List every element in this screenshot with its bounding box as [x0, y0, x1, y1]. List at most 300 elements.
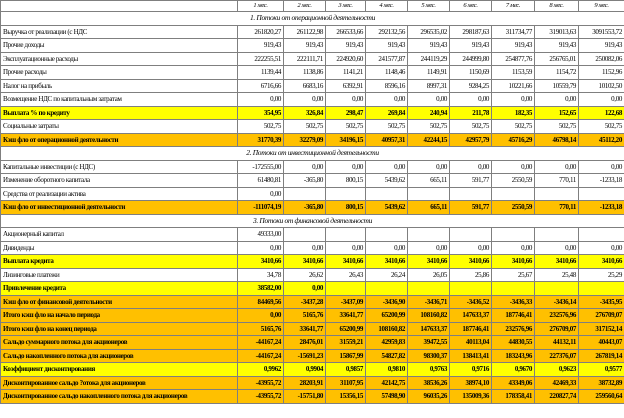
value-cell[interactable]: 232576,96 — [492, 322, 535, 336]
value-cell[interactable]: 240,94 — [408, 106, 450, 120]
value-cell[interactable]: 44830,55 — [492, 336, 535, 350]
value-cell[interactable]: 0,00 — [450, 241, 492, 255]
table-row — [1, 322, 624, 336]
row-label-cell[interactable]: Эксплуатационные расходы — [1, 52, 238, 66]
value-cell[interactable]: 5165,76 — [284, 309, 326, 323]
value-cell[interactable] — [366, 228, 408, 242]
value-cell[interactable] — [326, 228, 366, 242]
value-cell[interactable]: 770,11 — [535, 174, 579, 188]
value-cell[interactable] — [326, 282, 366, 296]
row-label-cell[interactable]: Выплата кредита — [1, 255, 238, 269]
value-cell[interactable]: 502,75 — [492, 120, 535, 134]
value-cell[interactable]: 0,9577 — [579, 363, 624, 377]
value-cell[interactable] — [579, 228, 624, 242]
table-row — [1, 390, 624, 404]
value-cell[interactable]: 31770,39 — [238, 133, 284, 147]
value-cell[interactable]: 0,9716 — [450, 363, 492, 377]
value-cell[interactable]: 61480,81 — [238, 174, 284, 188]
value-cell[interactable]: 502,75 — [284, 120, 326, 134]
value-cell[interactable]: 502,75 — [326, 120, 366, 134]
value-cell[interactable]: 222255,51 — [238, 52, 284, 66]
value-cell[interactable]: 800,15 — [326, 201, 366, 215]
section-title-cell[interactable]: 2. Потоки от инвестиционной деятельности — [1, 147, 624, 161]
value-cell[interactable]: 311734,77 — [492, 25, 535, 39]
value-cell[interactable]: 138413,41 — [450, 349, 492, 363]
value-cell[interactable] — [535, 282, 579, 296]
value-cell[interactable]: 502,75 — [366, 120, 408, 134]
row-label-cell[interactable]: Итого кэш фло на конец периода — [1, 322, 238, 336]
value-cell[interactable]: 54827,82 — [366, 349, 408, 363]
table-row — [1, 106, 624, 120]
value-cell[interactable]: 2550,59 — [492, 174, 535, 188]
month-header-cell[interactable]: 6 мес. — [450, 1, 492, 12]
month-header-cell[interactable]: 7 мес. — [492, 1, 535, 12]
row-label-cell[interactable]: Кэш фло от операционной деятельности — [1, 133, 238, 147]
value-cell[interactable]: 502,75 — [535, 120, 579, 134]
value-cell[interactable]: -3436,14 — [535, 295, 579, 309]
value-cell[interactable]: 34196,15 — [326, 133, 366, 147]
value-cell[interactable]: 269,84 — [366, 106, 408, 120]
value-cell[interactable]: 298,47 — [326, 106, 366, 120]
value-cell[interactable]: 0,9904 — [284, 363, 326, 377]
value-cell[interactable] — [450, 187, 492, 201]
value-cell[interactable]: 42957,79 — [450, 133, 492, 147]
value-cell[interactable]: 135009,36 — [450, 390, 492, 404]
value-cell[interactable]: 354,95 — [238, 106, 284, 120]
table-row — [1, 187, 624, 201]
table-row — [1, 309, 624, 323]
value-cell[interactable]: 3410,66 — [366, 255, 408, 269]
value-cell[interactable]: 5165,76 — [238, 322, 284, 336]
value-cell[interactable]: -3437,28 — [284, 295, 326, 309]
value-cell[interactable]: 261122,98 — [284, 25, 326, 39]
value-cell[interactable] — [492, 228, 535, 242]
value-cell[interactable]: 256765,01 — [535, 52, 579, 66]
value-cell[interactable] — [492, 282, 535, 296]
value-cell[interactable]: 0,00 — [366, 93, 408, 107]
value-cell[interactable]: 3410,66 — [238, 255, 284, 269]
value-cell[interactable]: 5439,62 — [366, 174, 408, 188]
value-cell[interactable]: 187746,41 — [492, 309, 535, 323]
table-row — [1, 66, 624, 80]
value-cell[interactable]: 919,43 — [366, 39, 408, 53]
value-cell[interactable]: 0,00 — [450, 93, 492, 107]
month-header-cell[interactable]: 5 мес. — [408, 1, 450, 12]
value-cell[interactable]: 241577,87 — [366, 52, 408, 66]
value-cell[interactable]: 0,00 — [366, 241, 408, 255]
value-cell[interactable]: 919,43 — [326, 39, 366, 53]
value-cell[interactable]: 43349,06 — [492, 376, 535, 390]
value-cell[interactable]: 31559,21 — [326, 336, 366, 350]
value-cell[interactable]: 65200,99 — [326, 322, 366, 336]
value-cell[interactable]: 57498,90 — [366, 390, 408, 404]
value-cell[interactable]: 266533,66 — [326, 25, 366, 39]
value-cell[interactable]: 10559,79 — [535, 79, 579, 93]
value-cell[interactable]: 178358,41 — [492, 390, 535, 404]
value-cell[interactable]: 25,48 — [535, 268, 579, 282]
value-cell[interactable]: 10102,50 — [579, 79, 624, 93]
value-cell[interactable]: 32279,09 — [284, 133, 326, 147]
value-cell[interactable]: 0,9962 — [238, 363, 284, 377]
value-cell[interactable]: 591,77 — [450, 174, 492, 188]
value-cell[interactable]: 38732,89 — [579, 376, 624, 390]
value-cell[interactable]: 0,00 — [238, 309, 284, 323]
table-row — [1, 336, 624, 350]
value-cell[interactable]: -365,80 — [284, 174, 326, 188]
value-cell[interactable]: 298187,63 — [450, 25, 492, 39]
value-cell[interactable]: 10221,66 — [492, 79, 535, 93]
value-cell[interactable]: 502,75 — [238, 120, 284, 134]
value-cell[interactable]: 326,84 — [284, 106, 326, 120]
value-cell[interactable] — [284, 228, 326, 242]
section-header-row — [1, 147, 624, 161]
value-cell[interactable]: 25,67 — [492, 268, 535, 282]
value-cell[interactable]: 276709,07 — [579, 309, 624, 323]
value-cell[interactable]: 232576,96 — [535, 309, 579, 323]
value-cell[interactable]: 0,9857 — [326, 363, 366, 377]
value-cell[interactable]: 25,29 — [579, 268, 624, 282]
value-cell[interactable]: 40443,07 — [579, 336, 624, 350]
value-cell[interactable]: 42244,15 — [408, 133, 450, 147]
value-cell[interactable]: 3410,66 — [492, 255, 535, 269]
value-cell[interactable]: -3435,95 — [579, 295, 624, 309]
value-cell[interactable]: 0,00 — [326, 241, 366, 255]
value-cell[interactable]: 502,75 — [408, 120, 450, 134]
table-row — [1, 133, 624, 147]
value-cell[interactable]: -1233,18 — [579, 201, 624, 215]
value-cell[interactable]: 317152,14 — [579, 322, 624, 336]
value-cell[interactable] — [492, 187, 535, 201]
value-cell[interactable]: -43955,72 — [238, 390, 284, 404]
value-cell[interactable]: 40957,31 — [366, 133, 408, 147]
value-cell[interactable]: 0,00 — [408, 93, 450, 107]
value-cell[interactable]: -1233,18 — [579, 174, 624, 188]
value-cell[interactable]: -172555,00 — [238, 160, 284, 174]
month-header-cell[interactable]: 3 мес. — [326, 1, 366, 12]
month-header-cell[interactable]: 1 мес. — [238, 1, 284, 12]
value-cell[interactable]: -44167,24 — [238, 349, 284, 363]
row-label-cell[interactable]: Сальдо суммарного потока для акционеров — [1, 336, 238, 350]
row-label-cell[interactable]: Сальдо накопленного потока для акционеров — [1, 349, 238, 363]
table-row — [1, 241, 624, 255]
value-cell[interactable]: 0,9623 — [535, 363, 579, 377]
value-cell[interactable]: 250082,06 — [579, 52, 624, 66]
table-row — [1, 349, 624, 363]
value-cell[interactable]: -15751,80 — [284, 390, 326, 404]
value-cell[interactable]: 0,00 — [450, 160, 492, 174]
row-label-cell[interactable]: Итого кэш фло на начало периода — [1, 309, 238, 323]
value-cell[interactable]: 0,00 — [535, 160, 579, 174]
value-cell[interactable] — [408, 282, 450, 296]
value-cell[interactable]: 40113,04 — [450, 336, 492, 350]
value-cell[interactable]: 244999,80 — [450, 52, 492, 66]
value-cell[interactable]: 9284,25 — [450, 79, 492, 93]
row-label-cell[interactable]: Дисконтированное сальдо ?отока для акционеров — [1, 376, 238, 390]
value-cell[interactable]: 108160,82 — [366, 322, 408, 336]
value-cell[interactable]: 46798,14 — [535, 133, 579, 147]
value-cell[interactable]: 0,00 — [492, 160, 535, 174]
table-row — [1, 255, 624, 269]
row-label-cell[interactable]: Прочие доходы — [1, 39, 238, 53]
value-cell[interactable] — [366, 187, 408, 201]
value-cell[interactable]: 5439,62 — [366, 201, 408, 215]
value-cell[interactable]: 8596,16 — [366, 79, 408, 93]
table-row — [1, 268, 624, 282]
value-cell[interactable]: 919,43 — [408, 39, 450, 53]
value-cell[interactable]: -3436,71 — [408, 295, 450, 309]
table-row — [1, 174, 624, 188]
value-cell[interactable] — [408, 187, 450, 201]
value-cell[interactable]: 38974,10 — [450, 376, 492, 390]
row-label-cell[interactable]: Изменение оборотного капитала — [1, 174, 238, 188]
value-cell[interactable]: 38582,00 — [238, 282, 284, 296]
value-cell[interactable]: 665,11 — [408, 201, 450, 215]
header-row — [1, 1, 624, 12]
value-cell[interactable]: 42142,75 — [366, 376, 408, 390]
value-cell[interactable]: 84469,56 — [238, 295, 284, 309]
row-label-cell[interactable]: Социальные затраты — [1, 120, 238, 134]
value-cell[interactable]: 919,43 — [238, 39, 284, 53]
row-label-cell[interactable]: Возмещение НДС по капитальным затратам — [1, 93, 238, 107]
value-cell[interactable]: 1152,96 — [579, 66, 624, 80]
value-cell[interactable]: 33641,77 — [326, 309, 366, 323]
value-cell[interactable]: 1141,21 — [326, 66, 366, 80]
value-cell[interactable]: 222111,71 — [284, 52, 326, 66]
value-cell[interactable]: 31107,95 — [326, 376, 366, 390]
row-label-cell[interactable]: Коэффициент дисконтирования — [1, 363, 238, 377]
header-corner-cell[interactable] — [1, 1, 238, 12]
value-cell[interactable]: 42959,83 — [366, 336, 408, 350]
month-header-cell[interactable]: 8 мес. — [535, 1, 579, 12]
value-cell[interactable]: 0,9810 — [366, 363, 408, 377]
value-cell[interactable] — [366, 282, 408, 296]
value-cell[interactable]: 28203,91 — [284, 376, 326, 390]
value-cell[interactable]: 0,00 — [284, 160, 326, 174]
value-cell[interactable]: 98300,37 — [408, 349, 450, 363]
value-cell[interactable] — [408, 228, 450, 242]
value-cell[interactable] — [450, 228, 492, 242]
value-cell[interactable]: 39472,55 — [408, 336, 450, 350]
value-cell[interactable]: 108160,82 — [408, 309, 450, 323]
value-cell[interactable]: 211,78 — [450, 106, 492, 120]
table-row — [1, 93, 624, 107]
value-cell[interactable]: 1153,59 — [492, 66, 535, 80]
value-cell[interactable]: 0,00 — [408, 241, 450, 255]
value-cell[interactable]: 3091553,72 — [579, 25, 624, 39]
month-header-cell[interactable]: 4 мес. — [366, 1, 408, 12]
value-cell[interactable]: 182,35 — [492, 106, 535, 120]
row-label-cell[interactable]: Налог на прибыль — [1, 79, 238, 93]
value-cell[interactable]: 34,78 — [238, 268, 284, 282]
value-cell[interactable] — [579, 282, 624, 296]
value-cell[interactable]: -44167,24 — [238, 336, 284, 350]
value-cell[interactable]: 3410,66 — [535, 255, 579, 269]
value-cell[interactable]: 26,24 — [366, 268, 408, 282]
value-cell[interactable]: 1139,44 — [238, 66, 284, 80]
row-label-cell[interactable]: Акционерный капитал — [1, 228, 238, 242]
value-cell[interactable]: 0,00 — [366, 160, 408, 174]
value-cell[interactable]: 0,00 — [284, 282, 326, 296]
value-cell[interactable]: 6716,66 — [238, 79, 284, 93]
row-label-cell[interactable]: Выручка от реализации (с НДС — [1, 25, 238, 39]
value-cell[interactable]: 96035,26 — [408, 390, 450, 404]
value-cell[interactable]: 267819,14 — [579, 349, 624, 363]
value-cell[interactable]: 665,11 — [408, 174, 450, 188]
section-header-row — [1, 214, 624, 228]
row-label-cell[interactable]: Кэш фло от финансовой деятельности — [1, 295, 238, 309]
value-cell[interactable]: 0,00 — [579, 93, 624, 107]
value-cell[interactable]: 0,00 — [238, 241, 284, 255]
row-label-cell[interactable]: Лизинговые платежи — [1, 268, 238, 282]
value-cell[interactable]: -3436,90 — [366, 295, 408, 309]
value-cell[interactable]: 0,9670 — [492, 363, 535, 377]
row-label-cell[interactable]: Дисконтированное сальдо накопленного потока для акционеров — [1, 390, 238, 404]
value-cell[interactable]: 261820,27 — [238, 25, 284, 39]
month-header-cell[interactable]: 2 мес. — [284, 1, 326, 12]
value-cell[interactable]: 26,05 — [408, 268, 450, 282]
value-cell[interactable]: 0,00 — [238, 93, 284, 107]
value-cell[interactable]: 254877,76 — [492, 52, 535, 66]
value-cell[interactable]: 0,9763 — [408, 363, 450, 377]
table-row — [1, 363, 624, 377]
value-cell[interactable]: 3410,66 — [326, 255, 366, 269]
value-cell[interactable]: 919,43 — [284, 39, 326, 53]
value-cell[interactable]: 1154,72 — [535, 66, 579, 80]
row-label-cell[interactable]: Кэш фло от инвестиционной деятельности — [1, 201, 238, 215]
value-cell[interactable]: 591,77 — [450, 201, 492, 215]
value-cell[interactable]: 122,68 — [579, 106, 624, 120]
value-cell[interactable] — [326, 187, 366, 201]
value-cell[interactable]: 6392,91 — [326, 79, 366, 93]
row-label-cell[interactable]: Капитальные инвестиции (с НДС) — [1, 160, 238, 174]
value-cell[interactable]: 3410,66 — [408, 255, 450, 269]
value-cell[interactable]: 49333,00 — [238, 228, 284, 242]
value-cell[interactable]: 2550,59 — [492, 201, 535, 215]
value-cell[interactable] — [535, 228, 579, 242]
value-cell[interactable]: 259560,64 — [579, 390, 624, 404]
value-cell[interactable]: -365,80 — [284, 201, 326, 215]
value-cell[interactable]: 919,43 — [579, 39, 624, 53]
value-cell[interactable]: 224920,60 — [326, 52, 366, 66]
value-cell[interactable]: 919,43 — [450, 39, 492, 53]
value-cell[interactable]: 6683,16 — [284, 79, 326, 93]
value-cell[interactable]: 3410,66 — [284, 255, 326, 269]
value-cell[interactable]: 244119,29 — [408, 52, 450, 66]
value-cell[interactable]: 770,11 — [535, 201, 579, 215]
row-label-cell[interactable]: Выплата % по кредиту — [1, 106, 238, 120]
value-cell[interactable]: 3410,66 — [450, 255, 492, 269]
cash-flow-table-body — [1, 1, 624, 404]
value-cell[interactable]: 319013,63 — [535, 25, 579, 39]
value-cell[interactable]: 1149,91 — [408, 66, 450, 80]
value-cell[interactable]: 919,43 — [492, 39, 535, 53]
value-cell[interactable]: 38536,26 — [408, 376, 450, 390]
value-cell[interactable]: 42469,33 — [535, 376, 579, 390]
value-cell[interactable]: 15867,99 — [326, 349, 366, 363]
table-row — [1, 295, 624, 309]
value-cell[interactable]: 227376,07 — [535, 349, 579, 363]
value-cell[interactable]: 0,00 — [535, 241, 579, 255]
value-cell[interactable]: 26,43 — [326, 268, 366, 282]
value-cell[interactable]: 152,65 — [535, 106, 579, 120]
section-title-cell[interactable]: 3. Потоки от финансовой деятельности — [1, 214, 624, 228]
value-cell[interactable] — [450, 282, 492, 296]
value-cell[interactable]: -3436,33 — [492, 295, 535, 309]
value-cell[interactable]: 0,00 — [579, 241, 624, 255]
value-cell[interactable] — [535, 187, 579, 201]
row-label-cell[interactable]: Привлечение кредита — [1, 282, 238, 296]
value-cell[interactable]: -15691,23 — [284, 349, 326, 363]
value-cell[interactable]: 45716,29 — [492, 133, 535, 147]
value-cell[interactable]: 0,00 — [535, 93, 579, 107]
value-cell[interactable] — [284, 187, 326, 201]
value-cell[interactable]: 0,00 — [492, 241, 535, 255]
row-label-cell[interactable]: Прочие расходы — [1, 66, 238, 80]
value-cell[interactable]: 276709,07 — [535, 322, 579, 336]
value-cell[interactable]: 187746,41 — [450, 322, 492, 336]
value-cell[interactable]: 25,86 — [450, 268, 492, 282]
value-cell[interactable]: 33641,77 — [284, 322, 326, 336]
row-label-cell[interactable]: Дивиденды — [1, 241, 238, 255]
table-row — [1, 160, 624, 174]
value-cell[interactable]: -43955,72 — [238, 376, 284, 390]
value-cell[interactable]: -3436,52 — [450, 295, 492, 309]
value-cell[interactable]: 296535,02 — [408, 25, 450, 39]
value-cell[interactable]: 15356,15 — [326, 390, 366, 404]
value-cell[interactable]: 0,00 — [492, 93, 535, 107]
section-title-cell[interactable]: 1. Потоки от операционной деятельности — [1, 12, 624, 26]
section-header-row — [1, 12, 624, 26]
value-cell[interactable]: 45112,20 — [579, 133, 624, 147]
value-cell[interactable]: 8997,31 — [408, 79, 450, 93]
value-cell[interactable]: 0,00 — [284, 241, 326, 255]
value-cell[interactable]: 0,00 — [579, 160, 624, 174]
value-cell[interactable]: 44132,11 — [535, 336, 579, 350]
value-cell[interactable]: 28476,01 — [284, 336, 326, 350]
value-cell[interactable]: 0,00 — [408, 160, 450, 174]
value-cell[interactable]: -3437,09 — [326, 295, 366, 309]
value-cell[interactable]: 1138,86 — [284, 66, 326, 80]
table-row — [1, 228, 624, 242]
value-cell[interactable]: 0,00 — [326, 93, 366, 107]
value-cell[interactable]: 1148,46 — [366, 66, 408, 80]
value-cell[interactable]: 502,75 — [450, 120, 492, 134]
month-header-cell[interactable]: 9 мес. — [579, 1, 624, 12]
value-cell[interactable]: 292132,56 — [366, 25, 408, 39]
value-cell[interactable]: 183243,96 — [492, 349, 535, 363]
value-cell[interactable]: 0,00 — [326, 160, 366, 174]
value-cell[interactable] — [579, 187, 624, 201]
value-cell[interactable]: 147633,37 — [408, 322, 450, 336]
value-cell[interactable]: 65200,99 — [366, 309, 408, 323]
table-row — [1, 282, 624, 296]
value-cell[interactable]: 0,00 — [284, 93, 326, 107]
value-cell[interactable]: 220827,74 — [535, 390, 579, 404]
value-cell[interactable]: -111074,19 — [238, 201, 284, 215]
value-cell[interactable]: 3410,66 — [579, 255, 624, 269]
value-cell[interactable]: 800,15 — [326, 174, 366, 188]
table-row — [1, 25, 624, 39]
value-cell[interactable]: 147633,37 — [450, 309, 492, 323]
value-cell[interactable]: 1150,69 — [450, 66, 492, 80]
row-label-cell[interactable]: Средства от реализации актива — [1, 187, 238, 201]
value-cell[interactable]: 26,62 — [284, 268, 326, 282]
value-cell[interactable]: 919,43 — [535, 39, 579, 53]
table-row — [1, 376, 624, 390]
value-cell[interactable]: 502,75 — [579, 120, 624, 134]
table-row — [1, 39, 624, 53]
value-cell[interactable]: 0,00 — [238, 187, 284, 201]
